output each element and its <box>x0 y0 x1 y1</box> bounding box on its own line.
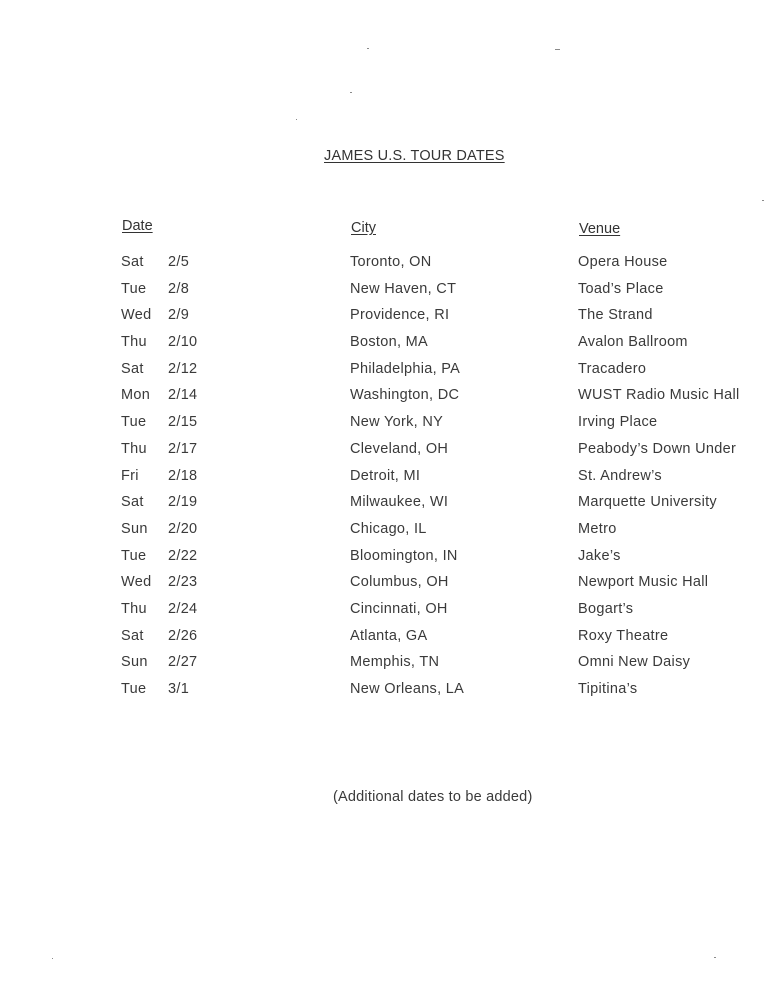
row-day: Sun <box>121 654 148 671</box>
row-date: 2/20 <box>168 520 198 537</box>
row-venue: WUST Radio Music Hall <box>578 387 740 404</box>
row-date: 2/17 <box>168 440 198 457</box>
scan-speck <box>762 200 764 201</box>
column-header-date: Date <box>122 218 153 234</box>
row-city: New Orleans, LA <box>350 681 465 697</box>
row-date: 2/24 <box>168 600 198 617</box>
row-date: 2/22 <box>168 547 198 564</box>
row-city: Columbus, OH <box>350 574 449 591</box>
row-date: 2/26 <box>168 627 198 644</box>
row-day: Thu <box>121 440 147 457</box>
table-row <box>0 307 775 334</box>
row-date: 2/19 <box>168 494 198 511</box>
column-header-venue: Venue <box>579 221 621 237</box>
row-date: 2/23 <box>168 574 198 591</box>
row-city: Toronto, ON <box>350 254 432 270</box>
table-row <box>0 468 775 495</box>
row-date: 2/5 <box>168 254 190 270</box>
table-row <box>0 548 775 575</box>
row-city: Chicago, IL <box>350 520 427 537</box>
scan-speck <box>555 49 560 50</box>
row-venue: Irving Place <box>578 414 658 431</box>
table-row <box>0 628 775 655</box>
row-date: 2/9 <box>168 307 190 324</box>
row-date: 2/18 <box>168 467 198 484</box>
row-day: Thu <box>121 600 147 617</box>
row-city: Atlanta, GA <box>350 627 428 644</box>
row-city: Bloomington, IN <box>350 547 458 564</box>
scan-speck <box>714 957 716 958</box>
row-venue: Opera House <box>578 254 668 270</box>
scan-speck <box>296 119 297 120</box>
row-venue: Newport Music Hall <box>578 574 709 591</box>
row-venue: St. Andrew’s <box>578 467 662 484</box>
row-venue: Bogart’s <box>578 600 634 617</box>
row-venue: Omni New Daisy <box>578 654 691 671</box>
table-row <box>0 361 775 388</box>
row-day: Wed <box>121 307 152 324</box>
row-venue: Tracadero <box>578 360 647 377</box>
table-row <box>0 387 775 414</box>
row-city: Cleveland, OH <box>350 440 449 457</box>
row-day: Sat <box>121 627 144 644</box>
row-date: 2/27 <box>168 654 198 671</box>
row-city: Providence, RI <box>350 307 450 324</box>
row-date: 2/15 <box>168 414 198 431</box>
row-day: Mon <box>121 387 151 404</box>
row-date: 2/8 <box>168 280 190 297</box>
row-date: 3/1 <box>168 681 190 697</box>
row-city: Milwaukee, WI <box>350 494 449 511</box>
row-day: Sun <box>121 520 148 537</box>
row-day: Tue <box>121 547 147 564</box>
row-city: Detroit, MI <box>350 467 421 484</box>
row-city: New York, NY <box>350 414 444 431</box>
row-venue: Roxy Theatre <box>578 627 669 644</box>
row-city: Cincinnati, OH <box>350 600 448 617</box>
row-venue: Metro <box>578 520 617 537</box>
row-day: Sat <box>121 360 144 377</box>
table-row <box>0 281 775 308</box>
row-city: Philadelphia, PA <box>350 360 461 377</box>
row-day: Sat <box>121 494 144 511</box>
footer-note: (Additional dates to be added) <box>333 789 533 805</box>
table-row <box>0 441 775 468</box>
table-row <box>0 494 775 521</box>
scan-speck <box>350 92 352 93</box>
column-header-city: City <box>351 220 376 236</box>
row-day: Tue <box>121 414 147 431</box>
table-row <box>0 254 775 281</box>
row-day: Wed <box>121 574 152 591</box>
row-day: Tue <box>121 280 147 297</box>
row-date: 2/14 <box>168 387 198 404</box>
scan-speck <box>52 958 53 959</box>
row-day: Thu <box>121 334 147 351</box>
row-venue: The Strand <box>578 307 653 324</box>
row-city: Washington, DC <box>350 387 460 404</box>
scan-speck <box>367 48 369 49</box>
row-venue: Peabody’s Down Under <box>578 440 737 457</box>
row-city: Memphis, TN <box>350 654 440 671</box>
row-venue: Tipitina’s <box>578 681 638 697</box>
tour-dates-table <box>0 254 775 708</box>
row-date: 2/10 <box>168 334 198 351</box>
row-day: Fri <box>121 467 139 484</box>
row-city: New Haven, CT <box>350 280 457 297</box>
document-title: JAMES U.S. TOUR DATES <box>324 148 505 164</box>
row-city: Boston, MA <box>350 334 428 351</box>
row-day: Tue <box>121 681 147 697</box>
table-row <box>0 521 775 548</box>
table-row <box>0 414 775 441</box>
row-venue: Marquette University <box>578 494 717 511</box>
table-row <box>0 601 775 628</box>
table-row <box>0 574 775 601</box>
row-venue: Avalon Ballroom <box>578 334 688 351</box>
table-row <box>0 654 775 681</box>
table-row <box>0 681 775 708</box>
table-row <box>0 334 775 361</box>
row-venue: Toad’s Place <box>578 280 664 297</box>
row-day: Sat <box>121 254 144 270</box>
row-venue: Jake’s <box>578 547 621 564</box>
row-date: 2/12 <box>168 360 198 377</box>
